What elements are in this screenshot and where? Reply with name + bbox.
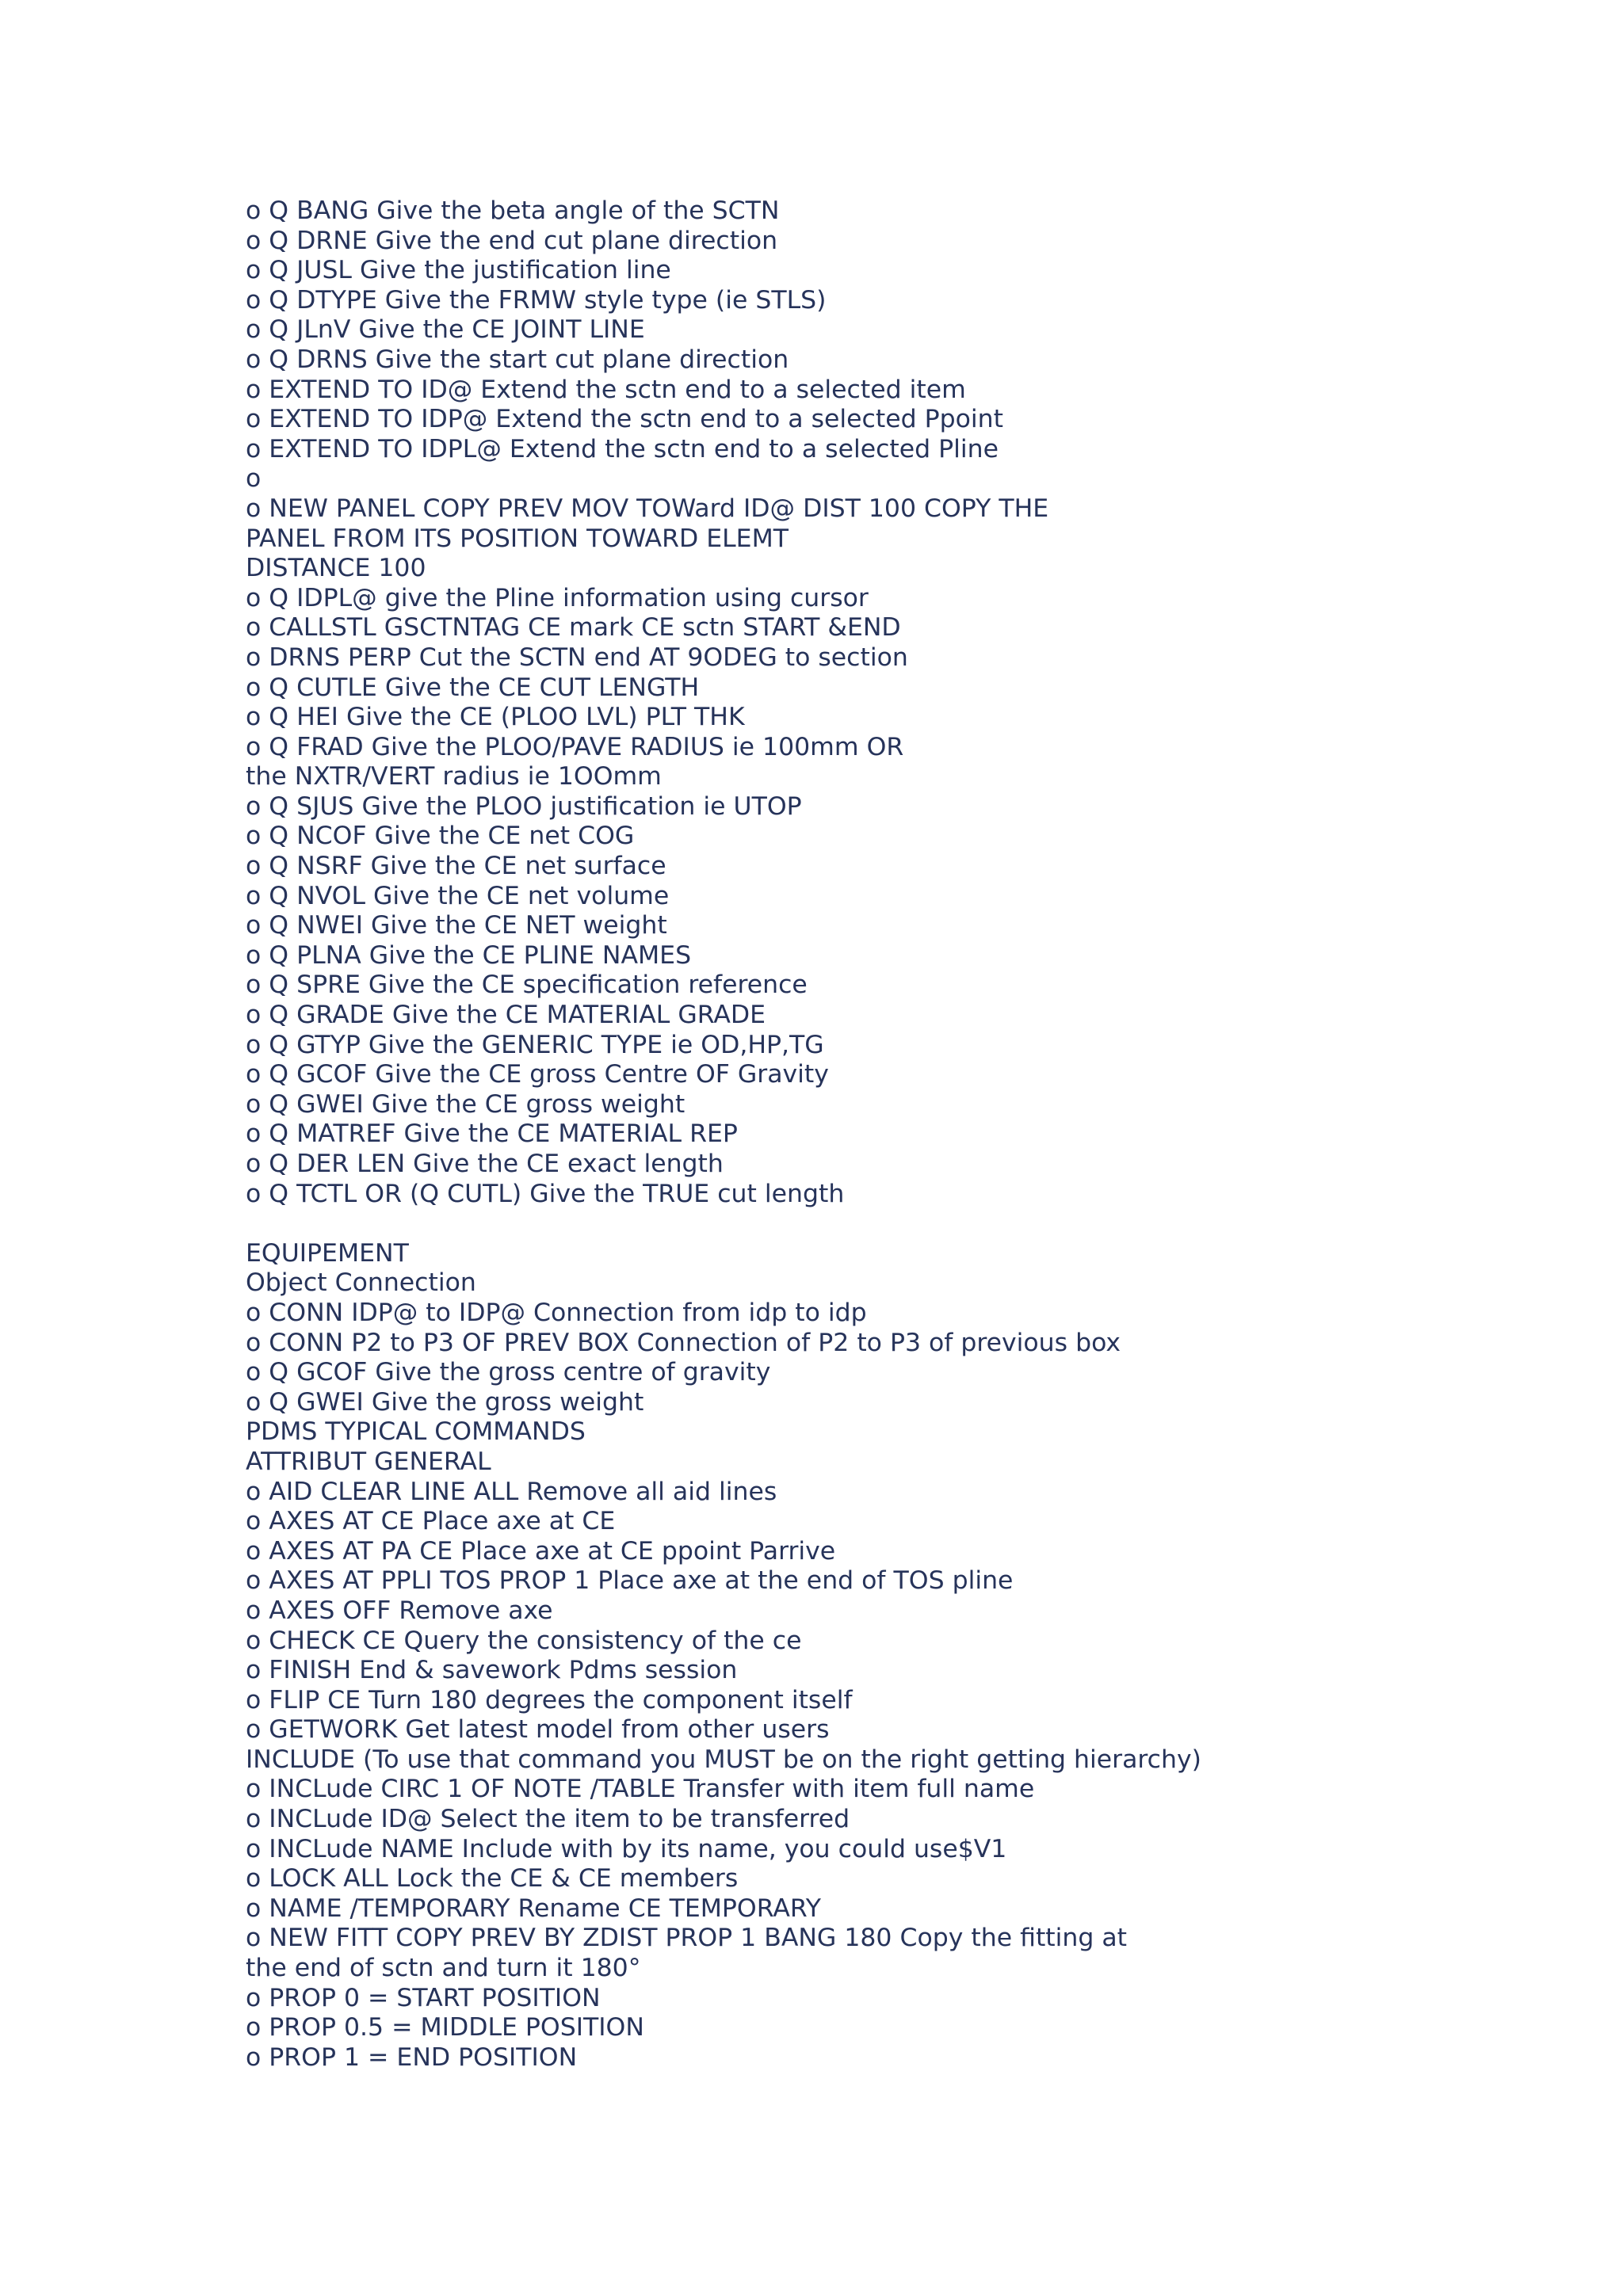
text-line: o DRNS PERP Cut the SCTN end AT 9ODEG to section: [246, 643, 908, 672]
text-line: o Q TCTL OR (Q CUTL) Give the TRUE cut length: [246, 1179, 845, 1208]
text-line: o Q DER LEN Give the CE exact length: [246, 1150, 724, 1178]
text-line: o Q FRAD Give the PLOO/PAVE RADIUS ie 100mm OR: [246, 732, 904, 761]
text-line: o Q GWEI Give the gross weight: [246, 1387, 644, 1417]
text-line: o PROP 0 = START POSITION: [246, 1983, 601, 2012]
text-line: o Q CUTLE Give the CE CUT LENGTH: [246, 673, 700, 702]
text-line: o Q IDPL@ give the Pline information using cursor: [246, 583, 869, 612]
text-line: o EXTEND TO IDPL@ Extend the sctn end to a selected Pline: [246, 434, 999, 463]
text-line: o Q NSRF Give the CE net surface: [246, 852, 666, 881]
text-line: o Q GCOF Give the gross centre of gravity: [246, 1358, 771, 1387]
text-line: EQUIPEMENT: [246, 1238, 409, 1268]
text-line: o EXTEND TO IDP@ Extend the sctn end to a selected Ppoint: [246, 405, 1003, 434]
text-line: o NAME /TEMPORARY Rename CE TEMPORARY: [246, 1894, 821, 1923]
text-line: the end of sctn and turn it 180°: [246, 1954, 641, 1983]
text-line: o INCLude CIRC 1 OF NOTE /TABLE Transfer with item full name: [246, 1775, 1035, 1804]
text-line: o AXES AT PPLI TOS PROP 1 Place axe at the end of TOS pline: [246, 1566, 1014, 1596]
text-line: o AXES AT PA CE Place axe at CE ppoint Parrive: [246, 1536, 836, 1566]
text-line: o Q GTYP Give the GENERIC TYPE ie OD,HP,TG: [246, 1030, 824, 1059]
text-line: o Q GWEI Give the CE gross weight: [246, 1089, 685, 1119]
text-line: the NXTR/VERT radius ie 1OOmm: [246, 762, 662, 791]
text-line: o AXES OFF Remove axe: [246, 1596, 553, 1625]
text-line: DISTANCE 100: [246, 554, 426, 583]
text-line: o Q JLnV Give the CE JOINT LINE: [246, 315, 645, 345]
text-line: o Q NVOL Give the CE net volume: [246, 881, 670, 910]
text-line: o Q JUSL Give the justification line: [246, 256, 671, 285]
text-line: o Q GRADE Give the CE MATERIAL GRADE: [246, 1001, 766, 1030]
text-line: o AID CLEAR LINE ALL Remove all aid lines: [246, 1477, 777, 1506]
blank-line: [246, 1209, 1514, 1239]
text-line: INCLUDE (To use that command you MUST be on the right getting hierarchy): [246, 1745, 1201, 1774]
text-line: o CALLSTL GSCTNTAG CE mark CE sctn START &END: [246, 613, 901, 643]
text-line: o Q SJUS Give the PLOO justification ie UTOP: [246, 791, 802, 821]
text-line: o Q PLNA Give the CE PLINE NAMES: [246, 940, 692, 970]
text-line: o INCLude ID@ Select the item to be transferred: [246, 1805, 850, 1834]
text-line: o CONN P2 to P3 OF PREV BOX Connection of P2 to P3 of previous box: [246, 1328, 1121, 1357]
text-line: o Q BANG Give the beta angle of the SCTN: [246, 196, 780, 225]
text-line: o NEW FITT COPY PREV BY ZDIST PROP 1 BANG 180 Copy the fitting at: [246, 1924, 1128, 1953]
text-line: o CONN IDP@ to IDP@ Connection from idp to idp: [246, 1298, 867, 1327]
text-line: o AXES AT CE Place axe at CE: [246, 1507, 616, 1536]
text-line: o CHECK CE Query the consistency of the ce: [246, 1626, 802, 1655]
text-line: o FINISH End & savework Pdms session: [246, 1656, 738, 1685]
text-line: o NEW PANEL COPY PREV MOV TOWard ID@ DIST 100 COPY THE: [246, 494, 1049, 523]
document-body: [246, 196, 1514, 2073]
text-line: o Q HEI Give the CE (PLOO LVL) PLT THK: [246, 703, 745, 732]
text-line: o Q DTYPE Give the FRMW style type (ie STLS): [246, 285, 827, 315]
text-line: PANEL FROM ITS POSITION TOWARD ELEMT: [246, 524, 789, 553]
text-line: o Q DRNS Give the start cut plane direction: [246, 345, 789, 374]
text-line: o FLIP CE Turn 180 degrees the component itself: [246, 1685, 853, 1714]
text-line: o Q MATREF Give the CE MATERIAL REP: [246, 1119, 738, 1149]
text-line: o Q NCOF Give the CE net COG: [246, 822, 635, 851]
text-line: o PROP 1 = END POSITION: [246, 2042, 578, 2072]
text-line: o Q DRNE Give the end cut plane direction: [246, 226, 778, 255]
text-line: o INCLude NAME Include with by its name, you could use$V1: [246, 1834, 1007, 1863]
text-line: o Q SPRE Give the CE specification reference: [246, 971, 808, 1000]
text-line: o PROP 0.5 = MIDDLE POSITION: [246, 2013, 644, 2042]
text-line: o Q NWEI Give the CE NET weight: [246, 911, 667, 940]
text-line: o EXTEND TO ID@ Extend the sctn end to a selected item: [246, 375, 966, 404]
text-line: o Q GCOF Give the CE gross Centre OF Gravity: [246, 1060, 829, 1089]
text-line: o GETWORK Get latest model from other users: [246, 1715, 830, 1745]
text-line: o: [246, 464, 262, 494]
text-line: o LOCK ALL Lock the CE & CE members: [246, 1864, 739, 1894]
text-line: PDMS TYPICAL COMMANDS: [246, 1417, 586, 1447]
text-line: ATTRIBUT GENERAL: [246, 1447, 491, 1476]
text-line: Object Connection: [246, 1268, 476, 1298]
